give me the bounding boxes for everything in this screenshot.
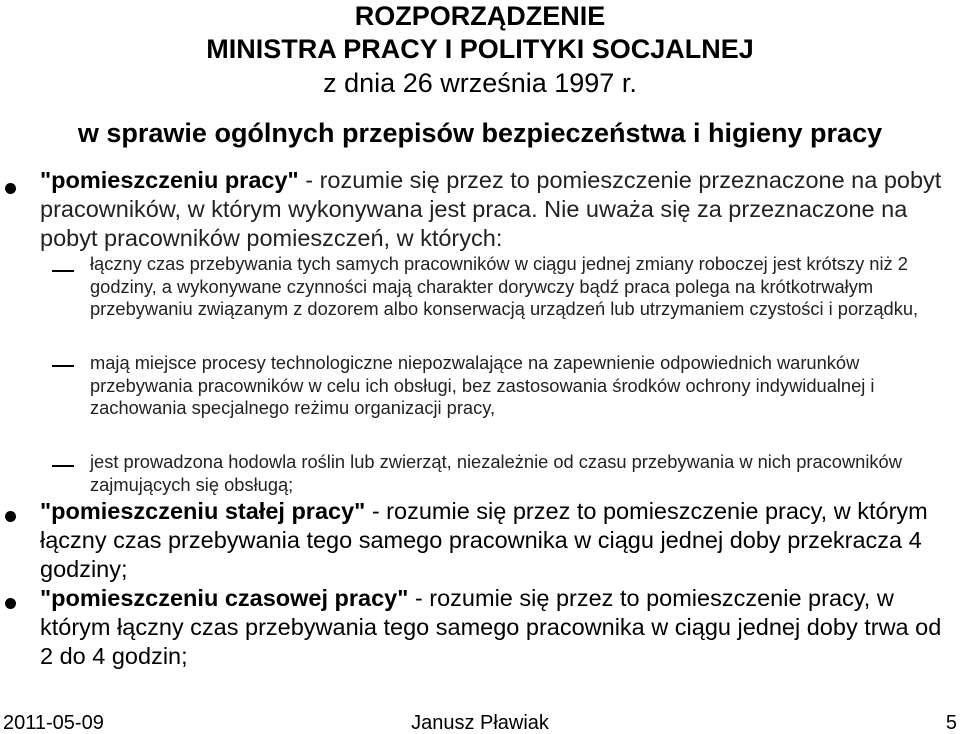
definition-term: "pomieszczeniu czasowej pracy": [40, 585, 409, 611]
footer-date: 2011-05-09: [3, 712, 104, 734]
definition-body: - rozumie się przez to pomieszczenie przeznaczone na pobyt pracowników, w którym wykonywana jest praca. Nie uważa się za przeznaczone na pobyt pracowników pomieszczeń, w których:: [40, 167, 942, 251]
title-date: z dnia 26 września 1997 r.: [323, 68, 637, 98]
title-subject: w sprawie ogólnych przepisów bezpieczeństwa i higieny pracy: [77, 118, 883, 148]
dash-icon: [52, 270, 74, 272]
definition-term: "pomieszczeniu stałej pracy": [40, 498, 366, 524]
definition-term: "pomieszczeniu pracy": [40, 167, 299, 193]
bullet-icon: [5, 598, 16, 609]
exclusion-item: mają miejsce procesy technologiczne niepozwalające na zapewnienie odpowiednich warunków przebywania pracowników w celu ich obsługi, bez zastosowania środków ochrony indywidualnej i zachowania specjalnego reżimu organizacji pracy,: [90, 352, 875, 418]
exclusion-item: łączny czas przebywania tych samych pracowników w ciągu jednej zmiany roboczej jest krótszy niż 2 godziny, a wykonywane czynności mają charakter dorywczy bądź praca polega na krótkotrwałym przebywaniu związanym z dozorem albo konserwacją urządzeń lub utrzymaniem czystości i porządku,: [90, 253, 919, 319]
bullet-icon: [5, 183, 16, 194]
definition-text: [40, 584, 955, 671]
dash-icon: [52, 365, 74, 367]
definition-body: - rozumie się przez to pomieszczenie pracy, w którym łączny czas przebywania tego samego pracownika w ciągu jednej doby przekracza 4 godziny;: [40, 498, 928, 582]
title-regulation: ROZPORZĄDZENIE: [354, 1, 606, 31]
footer-page-number: 5: [945, 712, 957, 734]
dash-icon: [52, 465, 74, 467]
definition-text: [40, 497, 955, 584]
title-ministry: MINISTRA PRACY I POLITYKI SOCJALNEJ: [206, 34, 754, 64]
definition-text: [40, 166, 955, 253]
footer-author: Janusz Pławiak: [411, 712, 549, 734]
definition-body: - rozumie się przez to pomieszczenie pracy, w którym łączny czas przebywania tego samego pracownika w ciągu jednej doby trwa od 2 do 4 godzin;: [40, 585, 942, 669]
exclusion-item: jest prowadzona hodowla roślin lub zwierząt, niezależnie od czasu przebywania w nich pracowników zajmujących się obsługą;: [90, 451, 902, 495]
bullet-icon: [5, 511, 16, 522]
